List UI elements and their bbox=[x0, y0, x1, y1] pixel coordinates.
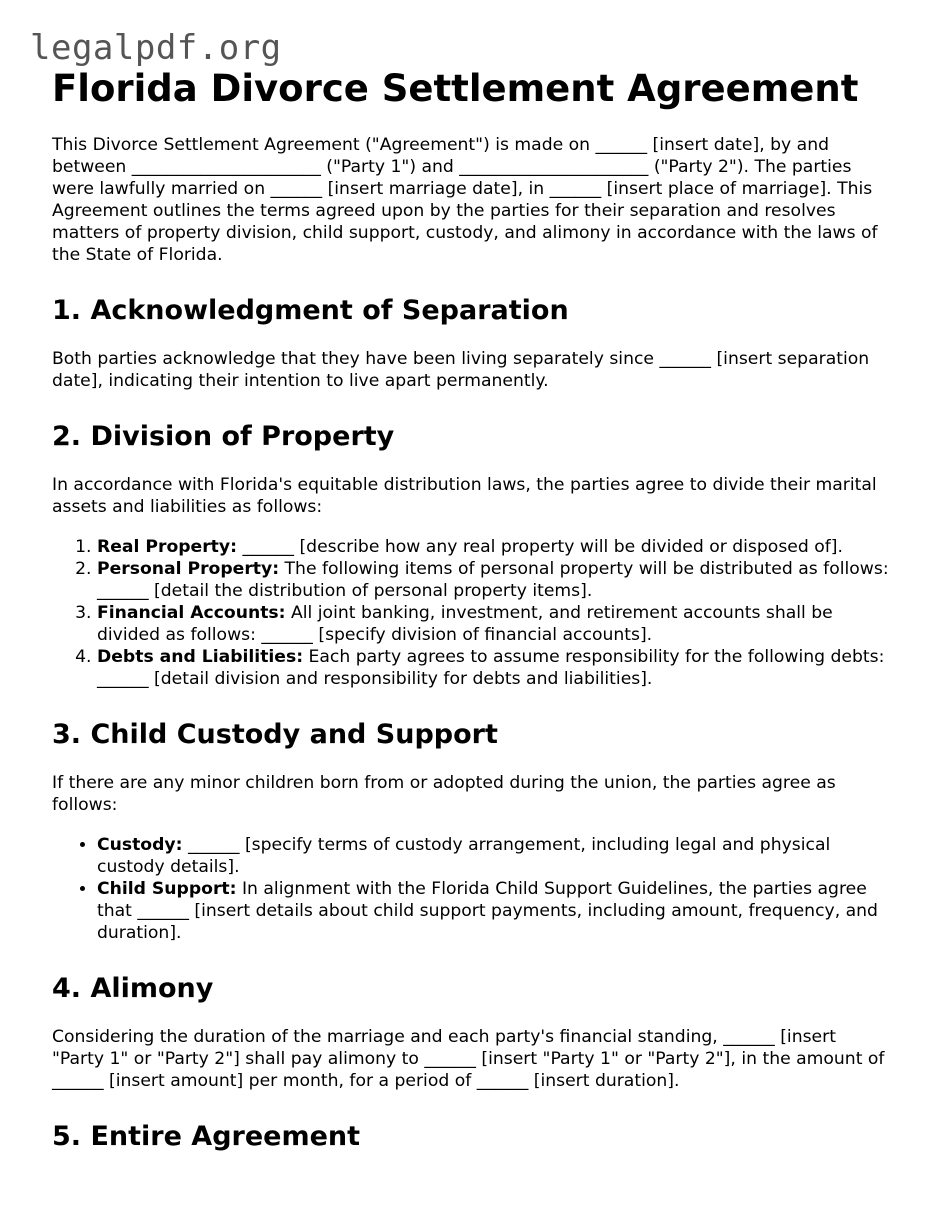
list-item-text: ______ [describe how any real property will be divided or disposed of]. bbox=[236, 537, 843, 557]
list-item-label: Child Support: bbox=[97, 879, 237, 899]
watermark: legalpdf.org bbox=[30, 28, 282, 68]
list-item bbox=[97, 602, 892, 646]
intro-paragraph: This Divorce Settlement Agreement ("Agreement") is made on ______ [insert date], by and between ______________________ ("Party 1") and ______________________ ("Party 2"). The parties were lawfully married on ______ [insert marriage date], in ______ [insert place of marriage]. This Agreement outlines the terms agreed upon by the parties for their separation and resolves matters of property division, child support, custody, and alimony in accordance with the laws of the State of Florida. bbox=[52, 135, 878, 265]
list-item-label: Debts and Liabilities: bbox=[97, 647, 304, 667]
section-heading-custody: 3. Child Custody and Support bbox=[52, 719, 498, 750]
list-item-text: Each party agrees to assume responsibility for the following debts: ______ [detail division and responsibility for debts and liabilities]. bbox=[97, 647, 885, 689]
list-item bbox=[97, 878, 892, 944]
property-paragraph: In accordance with Florida's equitable distribution laws, the parties agree to divide their marital assets and liabilities as follows: bbox=[52, 475, 877, 517]
list-item-text: In alignment with the Florida Child Support Guidelines, the parties agree that ______ [insert details about child support payments, including amount, frequency, and duration]. bbox=[97, 879, 878, 943]
list-item-label: Real Property: bbox=[97, 537, 237, 557]
custody-paragraph: If there are any minor children born from or adopted during the union, the parties agree as follows: bbox=[52, 773, 836, 815]
custody-list bbox=[52, 834, 892, 944]
property-list bbox=[52, 536, 892, 690]
document-title: Florida Divorce Settlement Agreement bbox=[52, 67, 859, 110]
list-item-text: ______ [specify terms of custody arrangement, including legal and physical custody details]. bbox=[97, 835, 831, 877]
list-item-label: Personal Property: bbox=[97, 559, 280, 579]
list-item bbox=[97, 646, 892, 690]
section-heading-separation: 1. Acknowledgment of Separation bbox=[52, 295, 569, 326]
section-heading-property: 2. Division of Property bbox=[52, 421, 395, 452]
document-page bbox=[52, 66, 892, 1174]
section-heading-entire-agreement: 5. Entire Agreement bbox=[52, 1121, 361, 1152]
section-heading-alimony: 4. Alimony bbox=[52, 973, 214, 1004]
list-item bbox=[97, 536, 892, 558]
list-item-text: All joint banking, investment, and retirement accounts shall be divided as follows: ______ [specify division of financial accounts]. bbox=[97, 603, 833, 645]
list-item-label: Custody: bbox=[97, 835, 183, 855]
list-item bbox=[97, 834, 892, 878]
list-item-label: Financial Accounts: bbox=[97, 603, 286, 623]
list-item bbox=[97, 558, 892, 602]
list-item-text: The following items of personal property will be distributed as follows: ______ [detail the distribution of personal property items]. bbox=[97, 559, 889, 601]
separation-paragraph: Both parties acknowledge that they have been living separately since ______ [insert separation date], indicating their intention to live apart permanently. bbox=[52, 349, 870, 391]
alimony-paragraph: Considering the duration of the marriage and each party's financial standing, ______ [insert "Party 1" or "Party 2"] shall pay alimony to ______ [insert "Party 1" or "Party 2"], in the amount of ______ [insert amount] per month, for a period of ______ [insert duration]. bbox=[52, 1027, 885, 1091]
